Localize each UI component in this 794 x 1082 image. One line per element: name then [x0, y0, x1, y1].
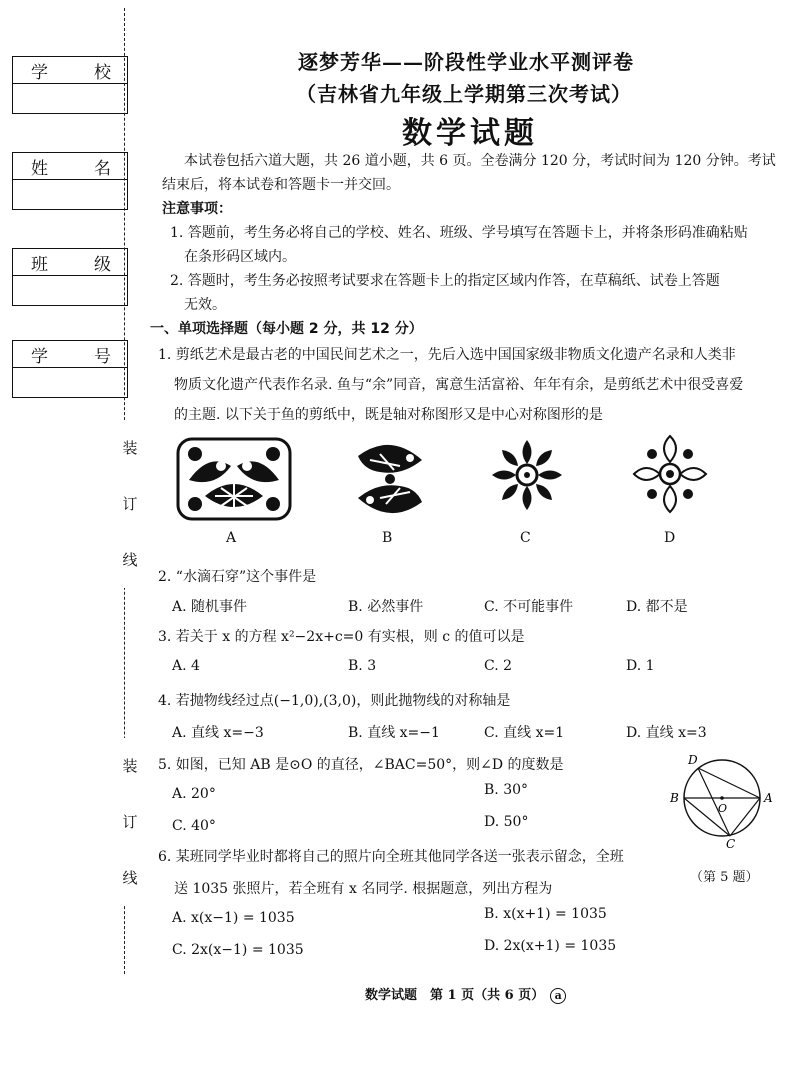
- q1-option-d-label: D: [664, 530, 676, 546]
- q2-option-a: A. 随机事件: [172, 599, 248, 615]
- papercut-fish-b: [350, 436, 430, 522]
- q3-option-a: A. 4: [172, 658, 200, 674]
- q5-option-d: D. 50°: [484, 814, 529, 830]
- note-2b: 无效。: [184, 297, 226, 313]
- papercut-fish-a: [175, 436, 293, 522]
- binding-char: 线: [122, 551, 138, 569]
- footer-text: 数学试题 第 1 页（共 6 页）: [365, 988, 545, 1003]
- note-2a: 2. 答题时，考生务必按照考试要求在答题卡上的指定区域内作答，在草稿纸、试卷上答题: [170, 273, 720, 289]
- point-o-label: O: [718, 802, 728, 815]
- student-id-box: [12, 340, 128, 398]
- intro-line-1: 本试卷包括六道大题，共 26 道小题，共 6 页。全卷满分 120 分，考试时间为 120 分钟。考试: [184, 153, 776, 169]
- q4-option-a: A. 直线 x=−3: [172, 725, 264, 741]
- q3-option-b: B. 3: [348, 658, 377, 674]
- note-1a: 1. 答题前，考生务必将自己的学校、姓名、班级、学号填写在答题卡上，并将条形码准确粘贴: [170, 225, 748, 241]
- q1-option-b-label: B: [382, 530, 393, 546]
- q1-line-2: 物质文化遗产代表作名录. 鱼与“余”同音，寓意生活富裕、年年有余，是剪纸艺术中很受喜爱: [174, 377, 744, 393]
- q1-line-3: 的主题. 以下关于鱼的剪纸中，既是轴对称图形又是中心对称图形的是: [174, 407, 603, 423]
- q2-option-d: D. 都不是: [626, 599, 688, 615]
- intro-line-2: 结束后，将本试卷和答题卡一并交回。: [162, 177, 400, 193]
- q3-option-c: C. 2: [484, 658, 513, 674]
- notes-heading: 注意事项：: [162, 201, 232, 217]
- name-label-1: 姓: [31, 158, 48, 179]
- class-box: [12, 248, 128, 306]
- school-label-2: 校: [94, 62, 111, 83]
- q3-stem: 3. 若关于 x 的方程 x²−2x+c=0 有实根，则 c 的值可以是: [158, 629, 525, 645]
- q1-option-a-label: A: [226, 530, 237, 546]
- note-1b: 在条形码区域内。: [184, 249, 296, 265]
- point-c-label: C: [726, 837, 736, 850]
- binding-char: 订: [122, 495, 138, 513]
- binding-char: 装: [122, 757, 138, 775]
- name-label-2: 名: [94, 158, 111, 179]
- school-box: [12, 56, 128, 114]
- binding-char: 订: [122, 813, 138, 831]
- papercut-fish-c: [488, 436, 566, 514]
- school-label-1: 学: [31, 62, 48, 83]
- binding-char: 线: [122, 869, 138, 887]
- exam-series-title: 逐梦芳华——阶段性学业水平测评卷: [298, 50, 634, 74]
- subject-title: 数学试题: [402, 116, 538, 151]
- student-id-label-2: 号: [94, 346, 111, 367]
- q4-option-b: B. 直线 x=−1: [348, 725, 440, 741]
- name-box: [12, 152, 128, 210]
- q5-stem: 5. 如图，已知 AB 是⊙O 的直径，∠BAC=50°，则∠D 的度数是: [158, 757, 564, 773]
- q4-stem: 4. 若抛物线经过点(−1,0),(3,0)，则此抛物线的对称轴是: [158, 693, 511, 709]
- q6-option-a: A. x(x−1) = 1035: [172, 910, 295, 926]
- q5-caption: （第 5 题）: [690, 870, 759, 885]
- binding-char: 装: [122, 439, 138, 457]
- point-d-label: D: [688, 753, 698, 767]
- papercut-fish-d: [630, 432, 710, 516]
- q5-circle-diagram: [668, 750, 778, 850]
- class-label-2: 级: [94, 254, 111, 275]
- q3-option-d: D. 1: [626, 658, 655, 674]
- q2-option-c: C. 不可能事件: [484, 599, 574, 615]
- q6-line-1: 6. 某班同学毕业时都将自己的照片向全班其他同学各送一张表示留念，全班: [158, 849, 624, 865]
- q6-line-2: 送 1035 张照片，若全班有 x 名同学. 根据题意，列出方程为: [174, 881, 553, 897]
- q2-stem: 2. “水滴石穿”这个事件是: [158, 569, 317, 585]
- version-mark: a: [550, 988, 566, 1004]
- exam-subtitle: （吉林省九年级上学期第三次考试）: [296, 82, 632, 106]
- page-footer: [365, 984, 566, 1004]
- class-label-1: 班: [31, 254, 48, 275]
- section-1-heading: 一、单项选择题（每小题 2 分，共 12 分）: [150, 321, 423, 337]
- point-b-label: B: [670, 791, 679, 805]
- q5-option-c: C. 40°: [172, 818, 216, 834]
- binding-text-bottom: [121, 738, 139, 906]
- q5-option-a: A. 20°: [172, 786, 216, 802]
- q1-line-1: 1. 剪纸艺术是最古老的中国民间艺术之一，先后入选中国国家级非物质文化遗产名录和人类非: [158, 347, 736, 363]
- q1-option-c-label: C: [520, 530, 531, 546]
- student-id-label-1: 学: [31, 346, 48, 367]
- q4-option-d: D. 直线 x=3: [626, 725, 707, 741]
- q4-option-c: C. 直线 x=1: [484, 725, 565, 741]
- binding-text-top: [121, 420, 139, 588]
- q6-option-d: D. 2x(x+1) = 1035: [484, 938, 617, 954]
- q6-option-b: B. x(x+1) = 1035: [484, 906, 607, 922]
- q5-option-b: B. 30°: [484, 782, 529, 798]
- q6-option-c: C. 2x(x−1) = 1035: [172, 942, 304, 958]
- point-a-label: A: [764, 791, 773, 805]
- q2-option-b: B. 必然事件: [348, 599, 424, 615]
